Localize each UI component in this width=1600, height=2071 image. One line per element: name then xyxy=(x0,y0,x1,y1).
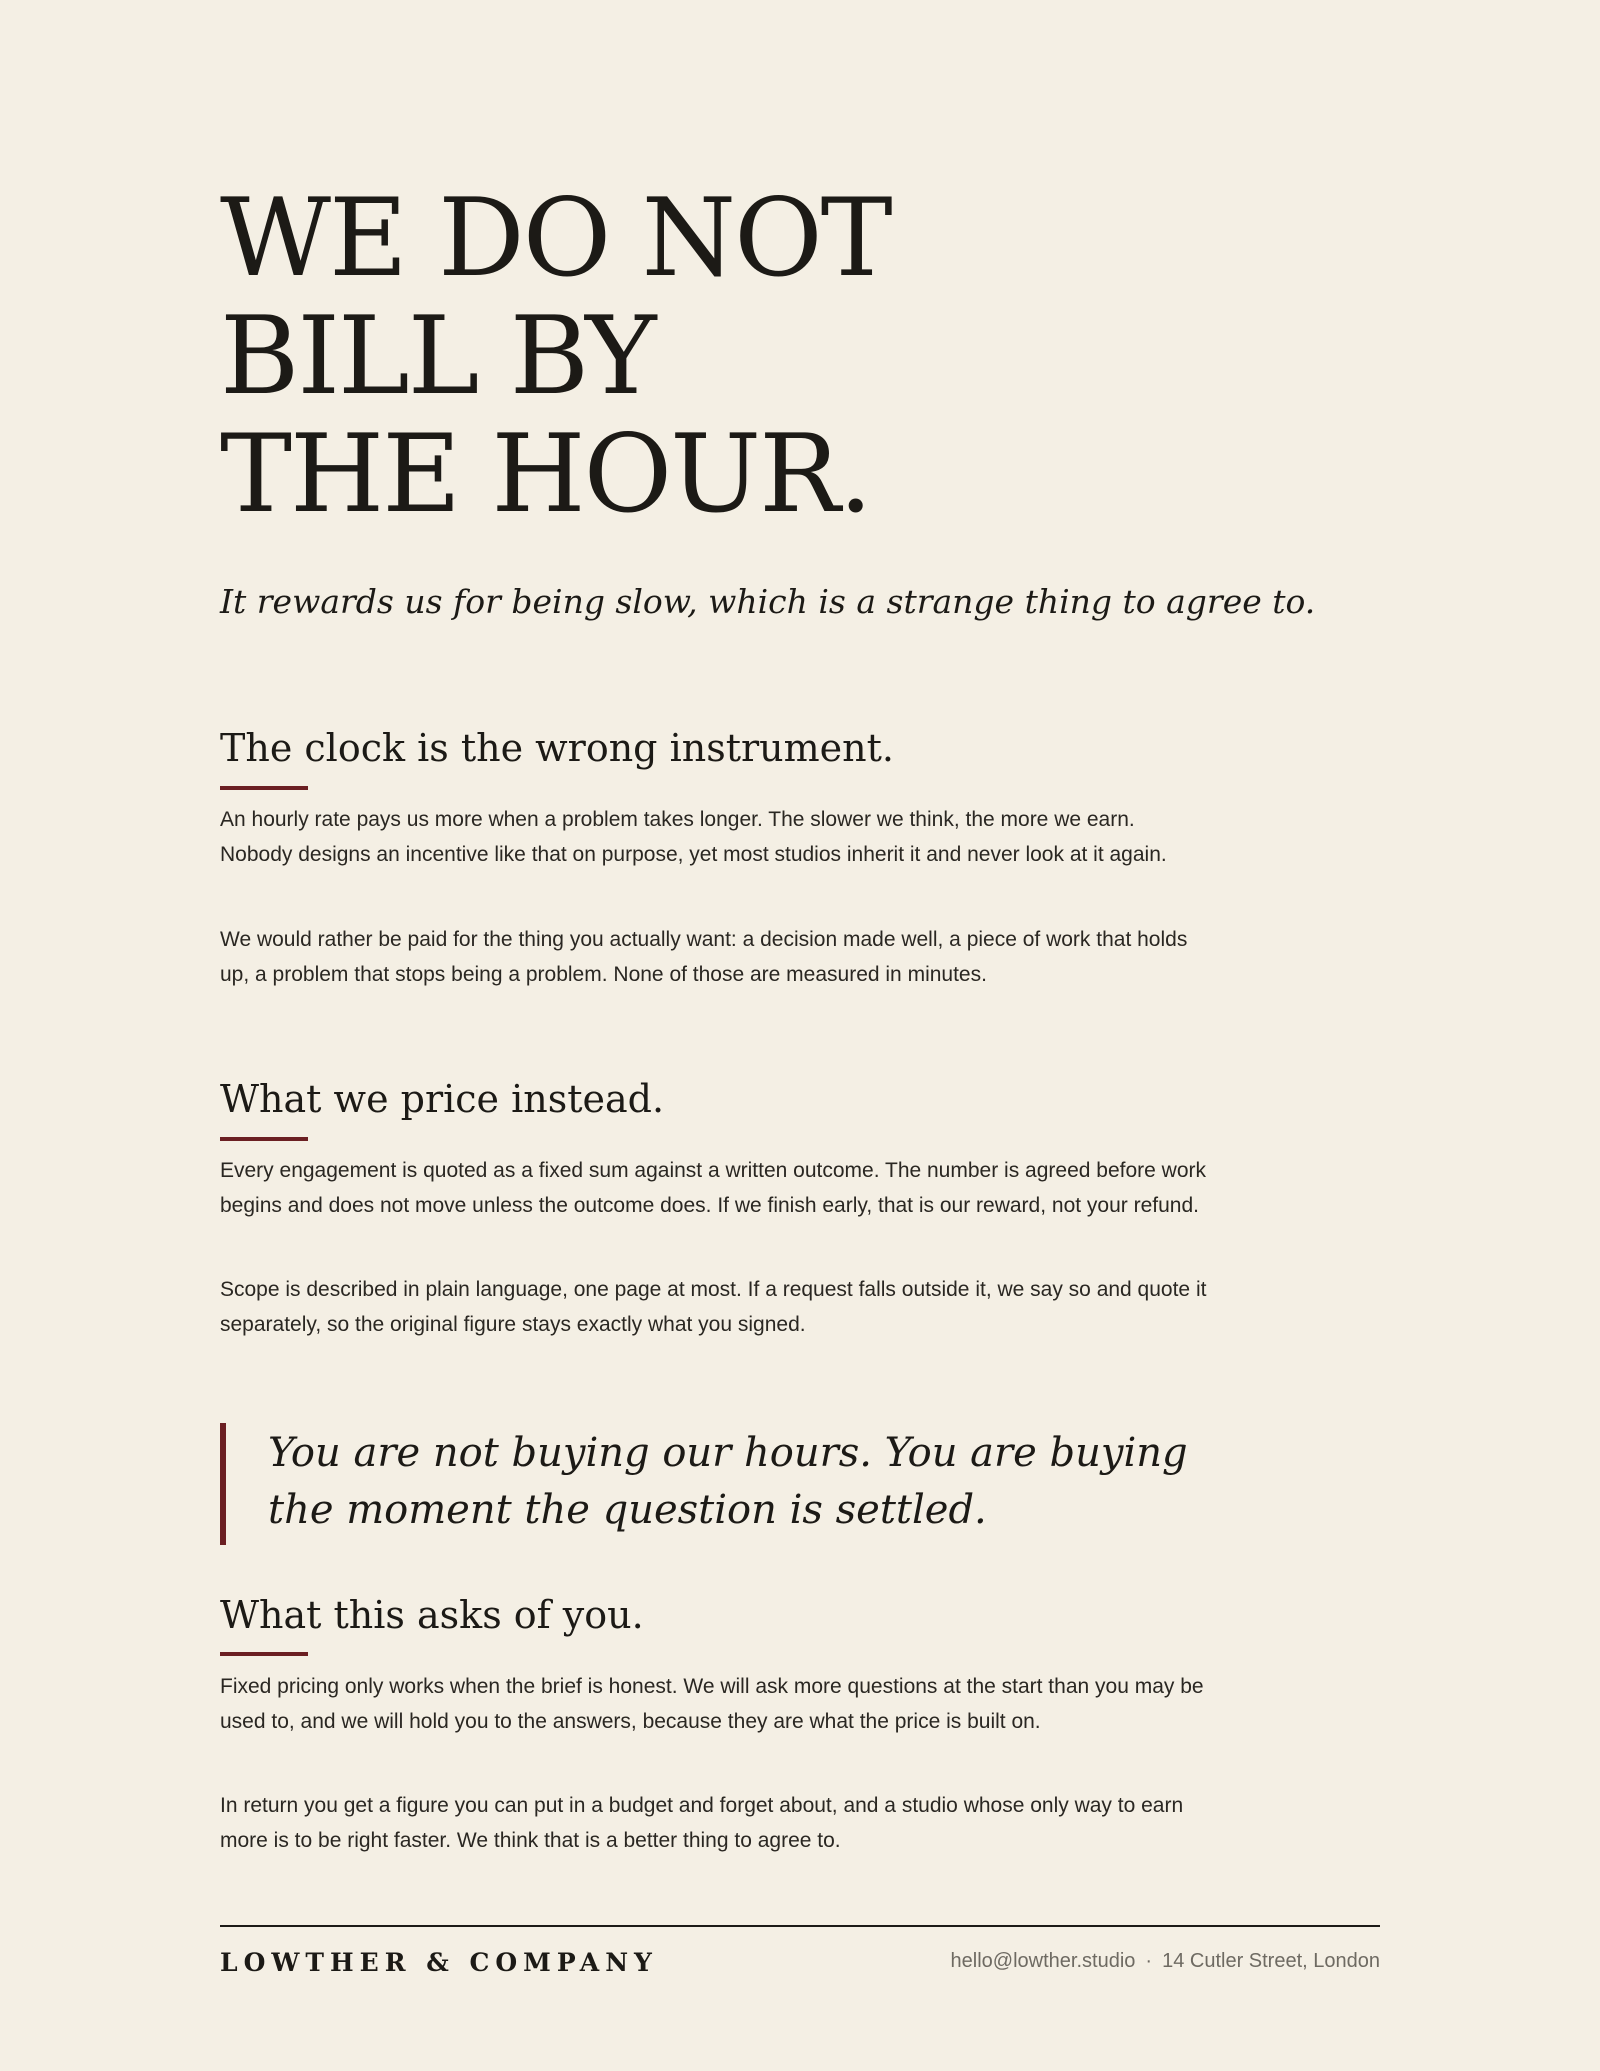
section-accent-rule xyxy=(220,1652,308,1656)
section-paragraph: Fixed pricing only works when the brief is honest. We will ask more questions at the start than you may be used to, and we will hold you to the answers, because they are what the price is built on. xyxy=(220,1675,1204,1733)
subtitle: It rewards us for being slow, which is a strange thing to agree to. xyxy=(220,582,1316,621)
section-title-price: What we price instead. xyxy=(220,1077,665,1121)
section-title-asks: What this asks of you. xyxy=(220,1593,644,1637)
section-accent-rule xyxy=(220,786,308,790)
footer-email-link[interactable]: hello@lowther.studio xyxy=(950,1950,1136,1972)
headline-line-2: BILL BY xyxy=(220,294,655,419)
footer-address: 14 Cutler Street, London xyxy=(1162,1950,1380,1972)
footer-contact xyxy=(951,1950,1380,1973)
pull-quote xyxy=(220,1423,1226,1545)
headline-line-3: THE HOUR. xyxy=(220,412,871,537)
footer-divider xyxy=(220,1925,1380,1927)
section-paragraph: Every engagement is quoted as a fixed sum against a written outcome. The number is agreed before work begins and does not move unless the outcome does. If we finish early, that is our reward, not your refund. xyxy=(220,1159,1206,1217)
section-paragraph: In return you get a figure you can put in a budget and forget about, and a studio whose only way to earn more is to be right faster. We think that is a better thing to agree to. xyxy=(220,1794,1184,1852)
headline xyxy=(220,176,891,537)
headline-line-1: WE DO NOT xyxy=(220,176,891,301)
section-paragraph: We would rather be paid for the thing you actually want: a decision made well, a piece of work that holds up, a problem that stops being a problem. None of those are measured in minutes. xyxy=(220,928,1188,986)
section-accent-rule xyxy=(220,1137,308,1141)
brand-wordmark: LOWTHER & COMPANY xyxy=(220,1948,658,1977)
section-paragraph: Scope is described in plain language, one page at most. If a request falls outside it, we say so and quote it separately, so the original figure stays exactly what you signed. xyxy=(220,1278,1207,1336)
section-paragraph: An hourly rate pays us more when a problem takes longer. The slower we think, the more we earn. Nobody designs an incentive like that on purpose, yet most studios inherit it and never look at it again. xyxy=(220,808,1167,866)
pull-quote-text: You are not buying our hours. You are buying the moment the question is settled. xyxy=(268,1430,1188,1533)
section-title-clock: The clock is the wrong instrument. xyxy=(220,726,894,770)
footer-separator: · xyxy=(1145,1950,1153,1972)
